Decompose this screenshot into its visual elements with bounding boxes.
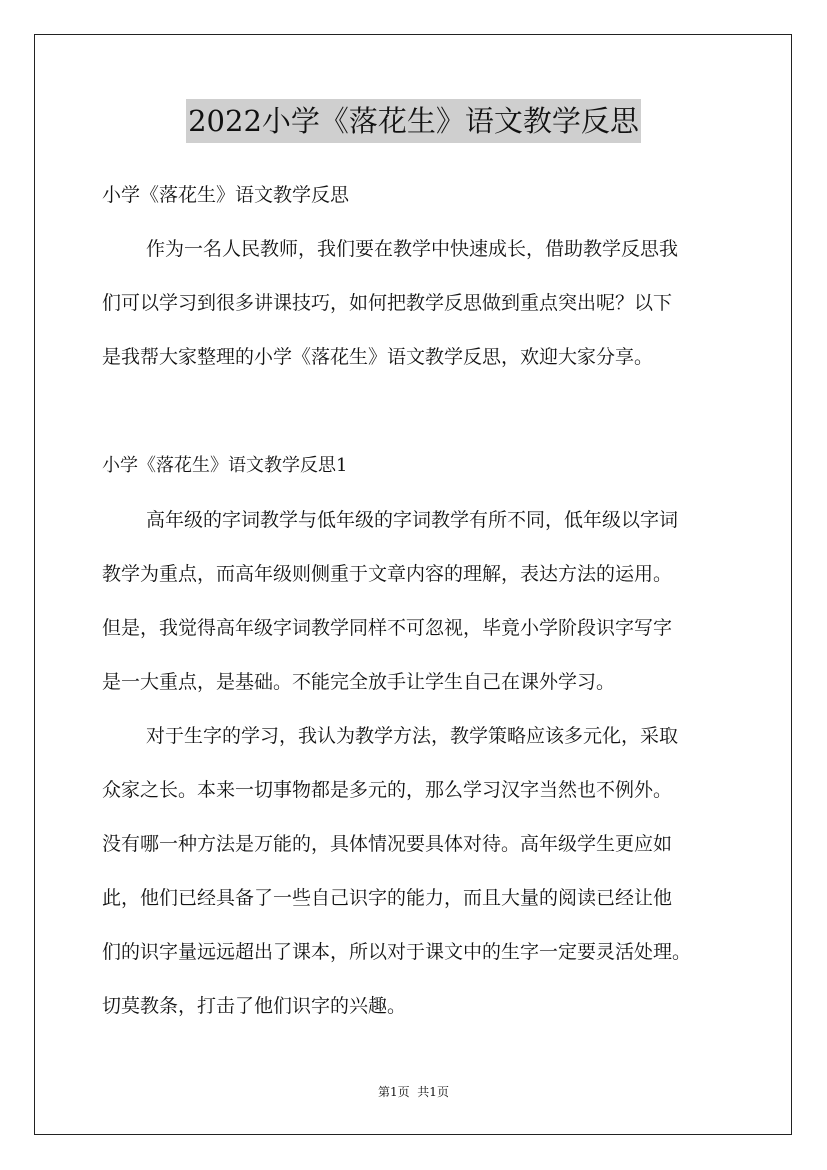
paragraph1-line-4: 是一大重点，是基础。不能完全放手让学生自己在课外学习。 [102, 671, 616, 693]
paragraph2-line-1: 对于生字的学习，我认为教学方法，教学策略应该多元化，采取 [146, 725, 679, 747]
paragraph2-line-5: 们的识字量远远超出了课本，所以对于课文中的生字一定要灵活处理。 [102, 941, 692, 963]
paragraph1-line-2: 教学为重点，而高年级则侧重于文章内容的理解，表达方法的运用。 [102, 563, 673, 585]
paragraph2-line-3: 没有哪一种方法是万能的，具体情况要具体对待。高年级学生更应如 [102, 833, 673, 855]
paragraph1-line-3: 但是，我觉得高年级字词教学同样不可忽视，毕竟小学阶段识字写字 [102, 617, 673, 639]
paragraph2-line-6: 切莫教条，打击了他们识字的兴趣。 [102, 995, 407, 1017]
paragraph2-line-2: 众家之长。本来一切事物都是多元的，那么学习汉字当然也不例外。 [102, 779, 673, 801]
document-title: 2022小学《落花生》语文教学反思 [186, 99, 641, 143]
document-subtitle: 小学《落花生》语文教学反思 [102, 184, 350, 206]
intro-line-2: 们可以学习到很多讲课技巧，如何把教学反思做到重点突出呢？以下 [102, 292, 673, 314]
title-container [0, 99, 827, 143]
page-footer: 第1页 共1页 [378, 1085, 449, 1099]
intro-line-3: 是我帮大家整理的小学《落花生》语文教学反思，欢迎大家分享。 [102, 346, 654, 368]
section-heading: 小学《落花生》语文教学反思1 [102, 455, 348, 476]
paragraph2-line-4: 此，他们已经具备了一些自己识字的能力，而且大量的阅读已经让他 [102, 887, 673, 909]
intro-line-1: 作为一名人民教师，我们要在教学中快速成长，借助教学反思我 [146, 238, 679, 260]
paragraph1-line-1: 高年级的字词教学与低年级的字词教学有所不同，低年级以字词 [146, 509, 679, 531]
